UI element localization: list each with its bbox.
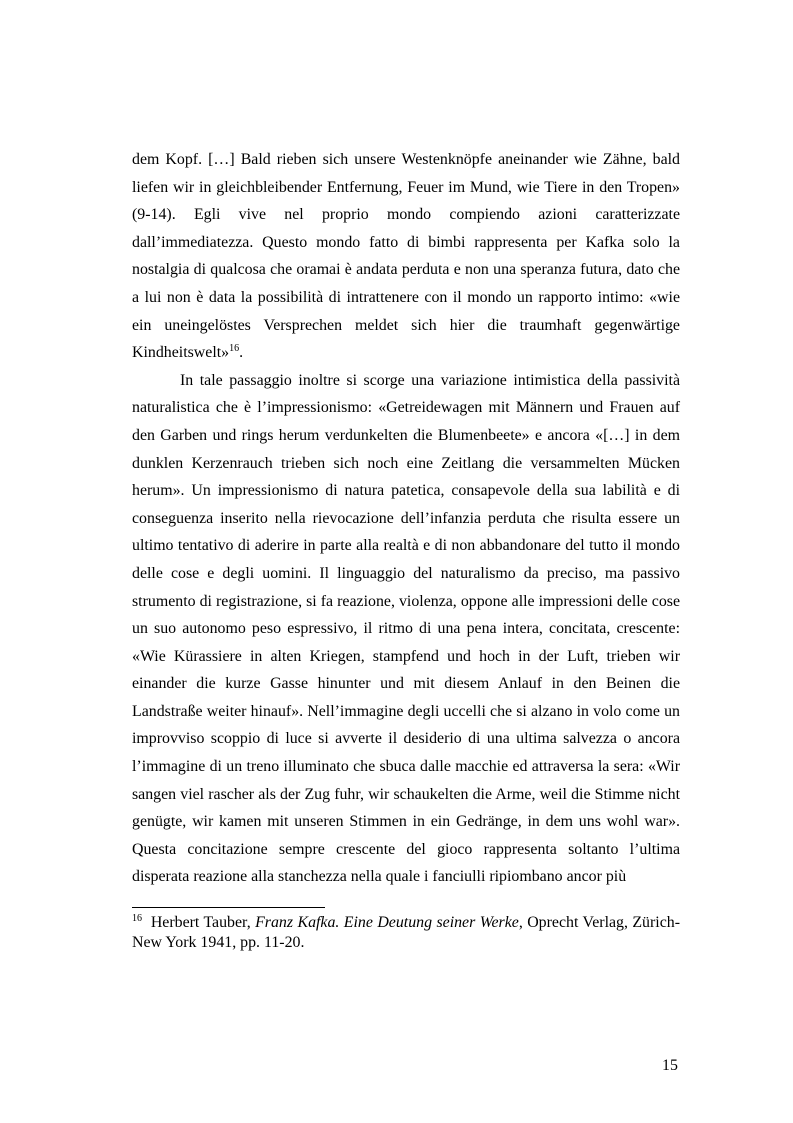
page-number: 15 xyxy=(662,1057,678,1074)
body-text xyxy=(132,146,680,891)
footnote-author: Herbert Tauber, xyxy=(150,914,256,931)
paragraph-1-text: dem Kopf. […] Bald rieben sich unsere Westenknöpfe aneinander wie Zähne, bald liefen wir in gleichbleibender Entfernung, Feuer im Mund, wie Tiere in den Tropen» (9-14). Egli vive nel proprio mondo compiendo azioni caratterizzate dall’immediatezza. Questo mondo fatto di bimbi rappresenta per Kafka solo la nostalgia di qualcosa che oramai è andata perduta e non una speranza futura, dato che a lui non è data la possibilità di intrattenere con il mondo un rapporto intimo: «wie ein uneingelöstes Versprechen meldet sich hier die traumhaft gegenwärtige Kindheitswelt» xyxy=(132,151,680,362)
footnote-publication: , Oprecht Verlag, Zürich-New York 1941, pp. 11-20. xyxy=(132,914,681,951)
footnote-reference[interactable]: 16 xyxy=(229,343,240,355)
footnote-title: Franz Kafka. Eine Deutung seiner Werke xyxy=(255,914,519,931)
footnote-number: 16 xyxy=(132,913,142,924)
paragraph-1 xyxy=(132,146,680,367)
footnote xyxy=(132,913,680,953)
footnote-divider xyxy=(132,907,325,908)
paragraph-1-end: . xyxy=(239,344,244,362)
paragraph-2: In tale passaggio inoltre si scorge una variazione intimistica della passività naturalistica che è l’impressionismo: «Getreidewagen mit Männern und Frauen auf den Garben und rings herum verdunkelten die Blumenbeete» e ancora «[…] in dem dunklen Kerzenrauch trieben sich noch eine Zeitlang die versammelten Mücken herum». Un impressionismo di natura patetica, consapevole della sua labilità e di conseguenza inserito nella rievocazione dell’infanzia perduta che risulta essere un ultimo tentativo di aderire in parte alla realtà e di non abbandonare del tutto il mondo delle cose e degli uomini. Il linguaggio del naturalismo da preciso, ma passivo strumento di registrazione, si fa reazione, violenza, oppone alle impressioni delle cose un suo autonomo peso espressivo, il ritmo di una pena intera, concitata, crescente: «Wie Kürassiere in alten Kriegen, stampfend und hoch in der Luft, trieben wir einander die kurze Gasse hinunter und mit diesem Anlauf in den Beinen die Landstraße weiter hinauf». Nell’immagine degli uccelli che si alzano in volo come un improvviso scoppio di luce si avverte il desiderio di una ultima salvezza o ancora l’immagine di un treno illuminato che sbuca dalle macchie ed attraversa la sera: «Wir sangen viel rascher als der Zug fuhr, wir schaukelten die Arme, weil die Stimme nicht genügte, wir kamen mit unseren Stimmen in ein Gedränge, in dem uns wohl war». Questa concitazione sempre crescente del gioco rappresenta soltanto l’ultima disperata reazione alla stanchezza nella quale i fanciulli ripiombano ancor più xyxy=(132,371,680,886)
